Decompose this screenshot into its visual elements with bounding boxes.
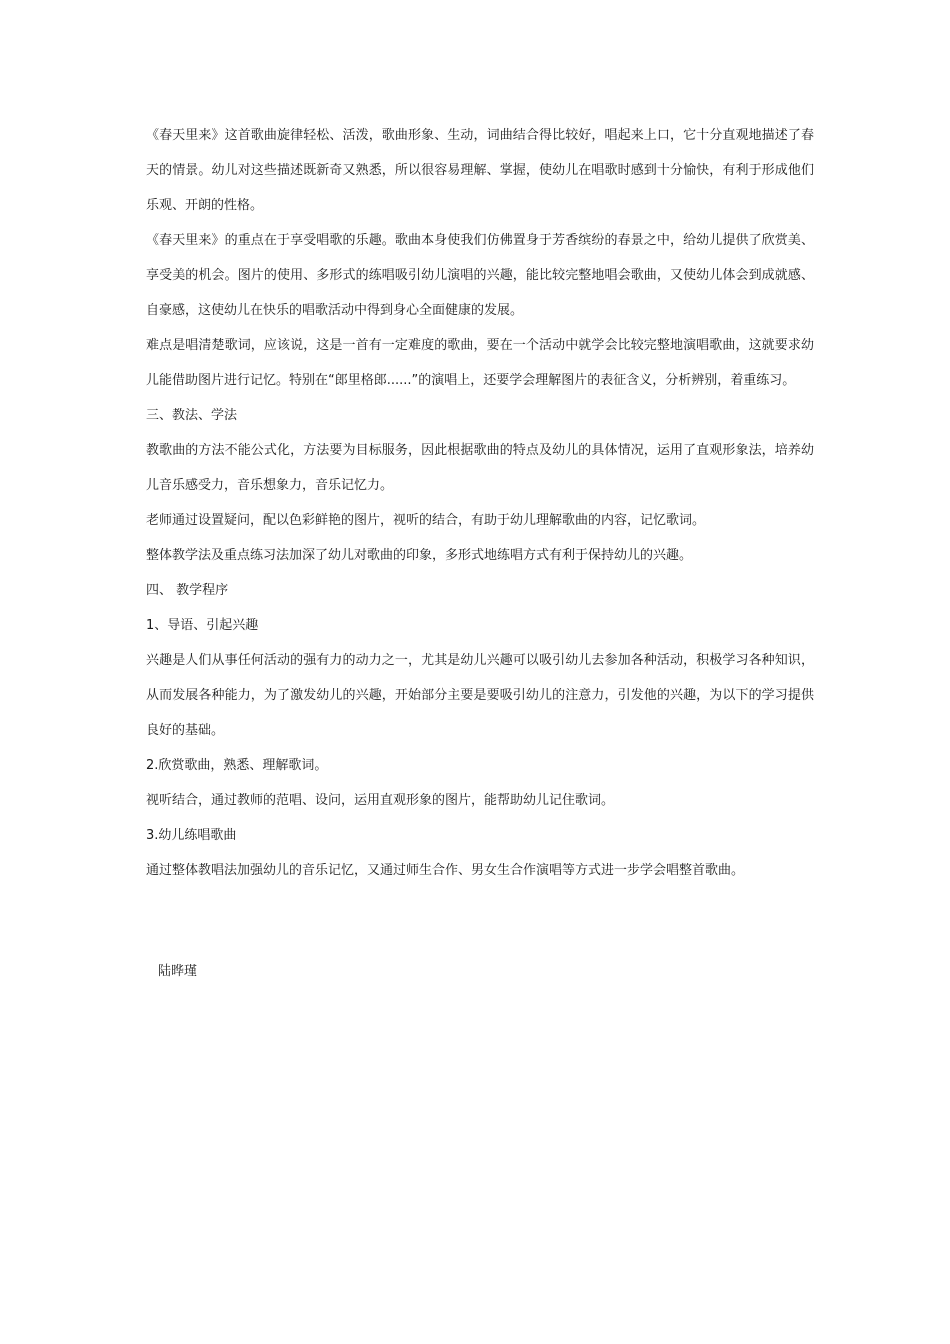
author-signature: 陆晔瑾 xyxy=(158,964,198,979)
section-heading-methods: 三、教法、学法 xyxy=(146,408,238,423)
paragraph-interest: 兴趣是人们从事任何活动的强有力的动力之一，尤其是幼儿兴趣可以吸引幼儿去参加各种活动，积极学习各种知识，从而发展各种能力，为了激发幼儿的兴趣，开始部分主要是要吸引幼儿的注意力，引发他的兴趣，为以下的学习提供良好的基础。 xyxy=(146,653,814,738)
paragraph-practice: 通过整体教唱法加强幼儿的音乐记忆，又通过师生合作、男女生合作演唱等方式进一步学会唱整首歌曲。 xyxy=(146,863,745,878)
section-heading-procedure: 四、 教学程序 xyxy=(146,583,229,598)
paragraph-whole-method: 整体教学法及重点练习法加深了幼儿对歌曲的印象，多形式地练唱方式有利于保持幼儿的兴趣。 xyxy=(146,548,693,563)
document-body xyxy=(146,118,814,888)
paragraph-key-point: 《春天里来》的重点在于享受唱歌的乐趣。歌曲本身使我们仿佛置身于芳香缤纷的春景之中，给幼儿提供了欣赏美、享受美的机会。图片的使用、多形式的练唱吸引幼儿演唱的兴趣，能比较完整地唱会歌曲，又使幼儿体会到成就感、自豪感，这使幼儿在快乐的唱歌活动中得到身心全面健康的发展。 xyxy=(146,233,814,318)
paragraph-song-overview: 《春天里来》这首歌曲旋律轻松、活泼，歌曲形象、生动，词曲结合得比较好，唱起来上口，它十分直观地描述了春天的情景。幼儿对这些描述既新奇又熟悉，所以很容易理解、掌握，使幼儿在唱歌时感到十分愉快，有利于形成他们乐观、开朗的性格。 xyxy=(146,128,814,213)
paragraph-difficulty: 难点是唱清楚歌词，应该说，这是一首有一定难度的歌曲，要在一个活动中就学会比较完整地演唱歌曲，这就要求幼儿能借助图片进行记忆。特别在“郎里格郎......”的演唱上，还要学会理解图片的表征含义，分析辨别，着重练习。 xyxy=(146,338,814,388)
subheading-practice-singing: 3.幼儿练唱歌曲 xyxy=(146,828,237,843)
paragraph-audio-visual: 视听结合，通过教师的范唱、设问，运用直观形象的图片，能帮助幼儿记住歌词。 xyxy=(146,793,615,808)
subheading-introduction: 1、导语、引起兴趣 xyxy=(146,618,259,633)
paragraph-teaching-method: 教歌曲的方法不能公式化，方法要为目标服务，因此根据歌曲的特点及幼儿的具体情况，运用了直观形象法，培养幼儿音乐感受力，音乐想象力，音乐记忆力。 xyxy=(146,443,814,493)
subheading-appreciate-song: 2.欣赏歌曲，熟悉、理解歌词。 xyxy=(146,758,328,773)
paragraph-teacher-questions: 老师通过设置疑问，配以色彩鲜艳的图片，视听的结合，有助于幼儿理解歌曲的内容，记忆歌词。 xyxy=(146,513,706,528)
